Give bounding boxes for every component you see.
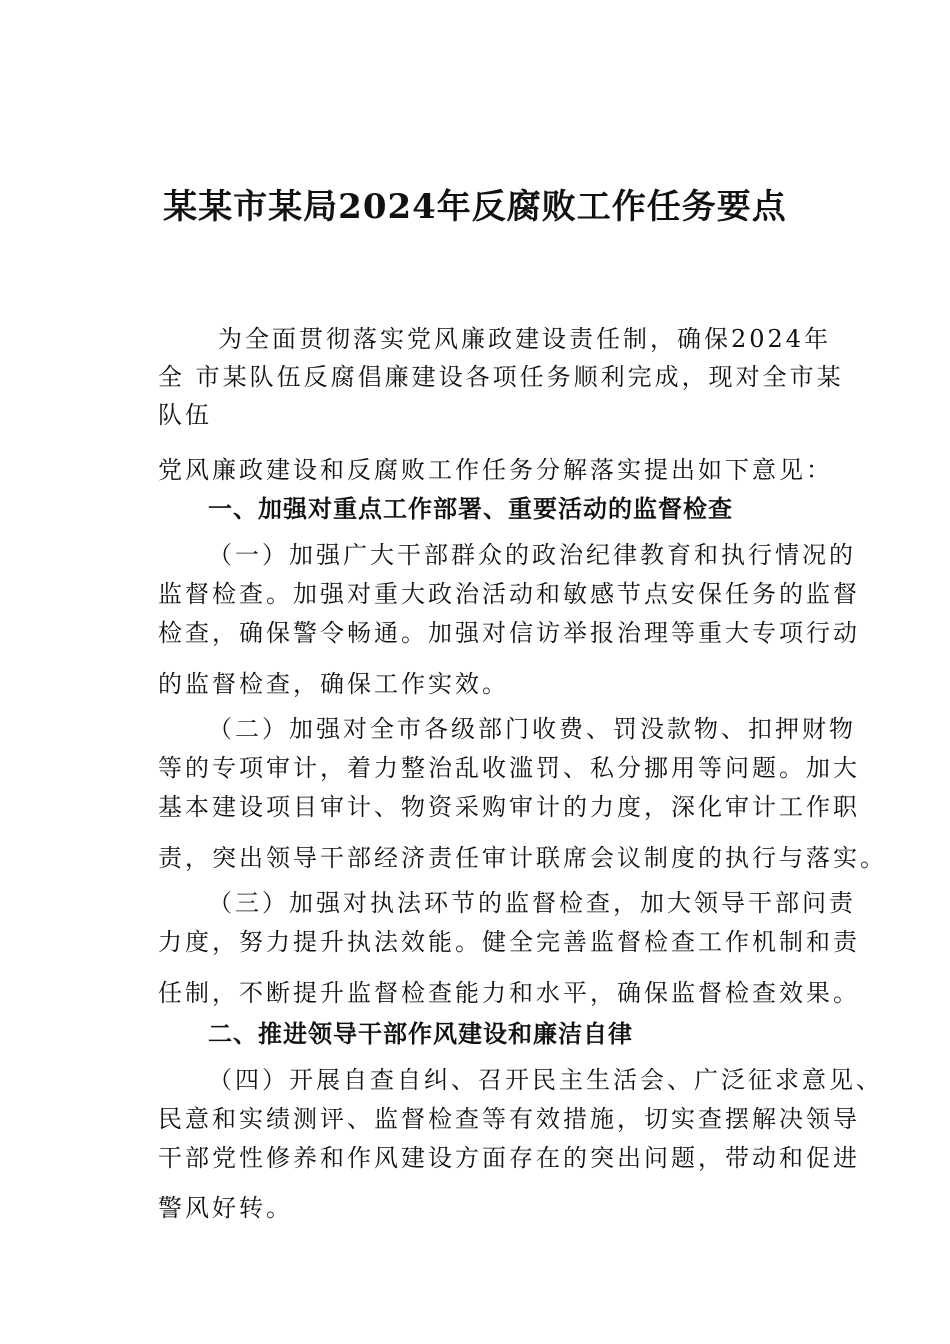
paragraph-line: 队伍 bbox=[158, 401, 212, 429]
paragraph-line: （三）加强对执法环节的监督检查，加大领导干部问责 bbox=[208, 889, 856, 917]
paragraph-line: 全 市某队伍反腐倡廉建设各项任务顺利完成，现对全市某 bbox=[158, 363, 844, 391]
paragraph-line: （一）加强广大干部群众的政治纪律教育和执行情况的 bbox=[208, 541, 856, 569]
paragraph-line: （四）开展自查自纠、召开民主生活会、广泛征求意见、 bbox=[208, 1066, 883, 1094]
paragraph-line: 党风廉政建设和反腐败工作任务分解落实提出如下意见： bbox=[158, 456, 833, 484]
paragraph-line: 干部党性修养和作风建设方面存在的突出问题，带动和促进 bbox=[158, 1144, 860, 1172]
paragraph-line: 警风好转。 bbox=[158, 1194, 293, 1222]
paragraph-line: （二）加强对全市各级部门收费、罚没款物、扣押财物 bbox=[208, 715, 856, 743]
section-heading: 一、加强对重点工作部署、重要活动的监督检查 bbox=[208, 495, 733, 523]
paragraph-line: 的监督检查，确保工作实效。 bbox=[158, 670, 509, 698]
paragraph-line: 检查，确保警令畅通。加强对信访举报治理等重大专项行动 bbox=[158, 619, 860, 647]
paragraph-line: 任制，不断提升监督检查能力和水平，确保监督检查效果。 bbox=[158, 979, 860, 1007]
section-heading: 二、推进领导干部作风建设和廉洁自律 bbox=[208, 1020, 633, 1048]
paragraph-line: 力度，努力提升执法效能。健全完善监督检查工作机制和责 bbox=[158, 928, 860, 956]
paragraph-line: 监督检查。加强对重大政治活动和敏感节点安保任务的监督 bbox=[158, 580, 860, 608]
paragraph-line: 基本建设项目审计、物资采购审计的力度，深化审计工作职 bbox=[158, 793, 860, 821]
paragraph-line: 为全面贯彻落实党风廉政建设责任制，确保2024年 bbox=[218, 325, 832, 353]
paragraph-line: 等的专项审计，着力整治乱收滥罚、私分挪用等问题。加大 bbox=[158, 754, 860, 782]
paragraph-line: 责，突出领导干部经济责任审计联席会议制度的执行与落实。 bbox=[158, 844, 887, 872]
document-title: 某某市某局2024年反腐败工作任务要点 bbox=[163, 187, 787, 227]
paragraph-line: 民意和实绩测评、监督检查等有效措施，切实查摆解决领导 bbox=[158, 1105, 860, 1133]
